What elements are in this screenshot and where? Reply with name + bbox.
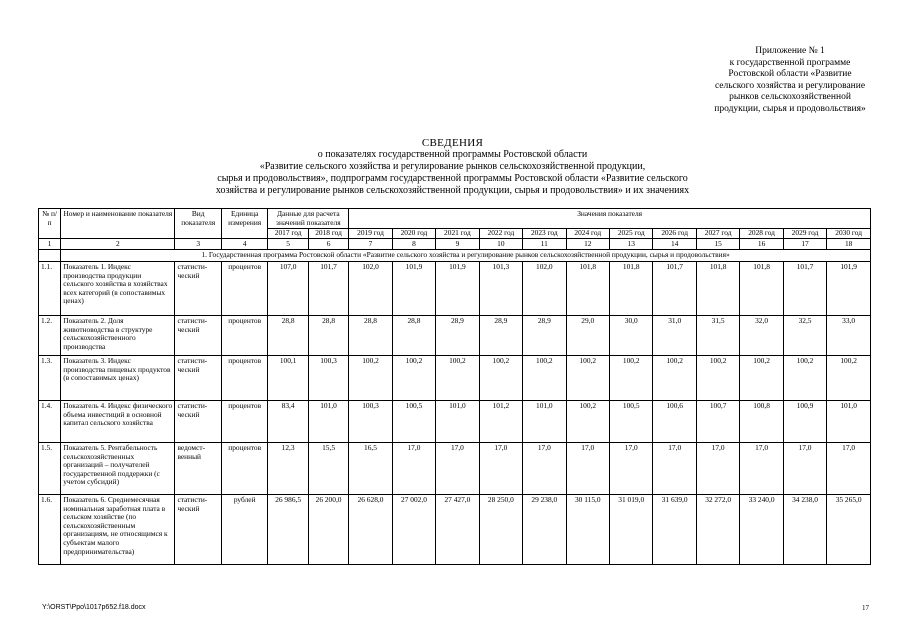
- header-year: 2019 год: [349, 229, 392, 239]
- section-spacer: [39, 250, 61, 262]
- header-base: Данные для расчета значений показателя: [268, 209, 349, 229]
- indicator-value: 33,0: [827, 315, 871, 355]
- header-year: 2027 год: [696, 229, 739, 239]
- indicator-value: 100,8: [740, 400, 783, 442]
- indicator-value: 28,9: [436, 315, 479, 355]
- indicator-kind: статисти-ческий: [175, 261, 221, 315]
- indicator-value: 101,9: [827, 261, 871, 315]
- column-number: 18: [827, 238, 871, 250]
- header-year: 2025 год: [610, 229, 653, 239]
- appendix-line: сельского хозяйства и регулирование: [714, 80, 866, 91]
- indicator-name: Показатель 3. Индекс производства пищевых продуктов (в сопоставимых ценах): [61, 355, 175, 400]
- indicator-value: 15,5: [308, 442, 348, 494]
- indicator-value: 101,8: [566, 261, 609, 315]
- column-number: 2: [61, 238, 175, 250]
- column-number: 5: [268, 238, 308, 250]
- indicator-unit: процентов: [221, 442, 267, 494]
- indicator-value: 12,3: [268, 442, 308, 494]
- indicator-value: 28,9: [479, 315, 522, 355]
- row-number: 1.6.: [39, 494, 61, 564]
- header-year: 2029 год: [783, 229, 826, 239]
- indicator-value: 29 238,0: [523, 494, 566, 564]
- row-number: 1.5.: [39, 442, 61, 494]
- title-line: сырья и продовольствия», подпрограмм государственной программы Ростовской области «Развитие сельского: [217, 173, 688, 184]
- indicator-name: Показатель 2. Доля животноводства в структуре сельскохозяйственного производства: [61, 315, 175, 355]
- section-title: 1. Государственная программа Ростовской области «Развитие сельского хозяйства и регулирование рынков сельскохозяйственной продукции, сырья и продовольствия»: [61, 250, 871, 262]
- indicators-table: [38, 208, 871, 565]
- table-row: [39, 494, 871, 564]
- indicator-value: 34 238,0: [783, 494, 826, 564]
- appendix-line: к государственной программе: [729, 57, 851, 68]
- header-year: 2024 год: [566, 229, 609, 239]
- header-year: 2017 год: [268, 229, 308, 239]
- section-row: [39, 250, 871, 262]
- indicator-value: 28,8: [268, 315, 308, 355]
- indicator-value: 101,9: [392, 261, 435, 315]
- indicator-value: 100,2: [740, 355, 783, 400]
- appendix-line: рынков сельскохозяйственной: [729, 92, 851, 103]
- indicator-value: 17,0: [783, 442, 826, 494]
- indicator-value: 102,0: [523, 261, 566, 315]
- column-number: 1: [39, 238, 61, 250]
- indicator-value: 32,0: [740, 315, 783, 355]
- indicator-value: 102,0: [349, 261, 392, 315]
- indicator-value: 100,3: [308, 355, 348, 400]
- indicator-value: 17,0: [566, 442, 609, 494]
- indicator-name: Показатель 6. Среднемесячная номинальная заработная плата в сельском хозяйстве (по сельскохозяйственным организациям, не относящимся к субъектам малого предпринимательства): [61, 494, 175, 564]
- indicator-value: 100,2: [827, 355, 871, 400]
- indicator-value: 26 628,0: [349, 494, 392, 564]
- indicator-value: 26 200,0: [308, 494, 348, 564]
- header-unit: Единица измерения: [221, 209, 267, 239]
- table-row: [39, 400, 871, 442]
- indicator-value: 107,0: [268, 261, 308, 315]
- indicator-value: 100,2: [392, 355, 435, 400]
- header-year: 2018 год: [308, 229, 348, 239]
- indicator-value: 100,2: [566, 400, 609, 442]
- indicator-value: 100,3: [349, 400, 392, 442]
- header-year: 2021 год: [436, 229, 479, 239]
- title-line: «Развитие сельского хозяйства и регулирование рынков сельскохозяйственной продукции,: [259, 161, 646, 172]
- header-year: 2022 год: [479, 229, 522, 239]
- indicator-value: 17,0: [696, 442, 739, 494]
- indicator-value: 101,0: [523, 400, 566, 442]
- indicator-value: 35 265,0: [827, 494, 871, 564]
- indicator-value: 30 115,0: [566, 494, 609, 564]
- indicator-unit: процентов: [221, 315, 267, 355]
- document-title: [0, 137, 905, 197]
- indicator-value: 83,4: [268, 400, 308, 442]
- indicator-value: 100,2: [349, 355, 392, 400]
- column-number: 9: [436, 238, 479, 250]
- indicator-value: 100,2: [436, 355, 479, 400]
- row-number: 1.2.: [39, 315, 61, 355]
- header-kind: Вид показателя: [175, 209, 221, 239]
- header-no: № п/п: [39, 209, 61, 239]
- table-row: [39, 355, 871, 400]
- header-year: 2023 год: [523, 229, 566, 239]
- appendix-line: продукции, сырья и продовольствия»: [714, 103, 866, 114]
- indicator-value: 101,7: [653, 261, 696, 315]
- indicator-value: 32,5: [783, 315, 826, 355]
- indicator-value: 100,2: [783, 355, 826, 400]
- indicator-value: 27 002,0: [392, 494, 435, 564]
- title-line: о показателях государственной программы Ростовской области: [317, 149, 588, 160]
- indicator-value: 31,5: [696, 315, 739, 355]
- column-number: 3: [175, 238, 221, 250]
- indicator-value: 17,0: [610, 442, 653, 494]
- indicator-value: 100,2: [610, 355, 653, 400]
- indicator-value: 30,0: [610, 315, 653, 355]
- indicator-value: 100,2: [696, 355, 739, 400]
- indicator-unit: рублей: [221, 494, 267, 564]
- indicator-value: 100,9: [783, 400, 826, 442]
- indicator-value: 101,7: [783, 261, 826, 315]
- indicator-value: 16,5: [349, 442, 392, 494]
- indicator-value: 101,8: [696, 261, 739, 315]
- indicator-value: 101,2: [479, 400, 522, 442]
- column-number: 16: [740, 238, 783, 250]
- indicator-value: 101,8: [610, 261, 653, 315]
- indicator-value: 101,0: [436, 400, 479, 442]
- indicator-kind: статисти-ческий: [175, 400, 221, 442]
- row-number: 1.1.: [39, 261, 61, 315]
- indicator-kind: статисти-ческий: [175, 355, 221, 400]
- file-path: Y:\ORST\Ppo\1017p652.f18.docx: [42, 604, 146, 611]
- indicator-value: 17,0: [392, 442, 435, 494]
- appendix-line: Приложение № 1: [755, 46, 825, 56]
- column-number: 12: [566, 238, 609, 250]
- table-row: [39, 315, 871, 355]
- indicator-unit: процентов: [221, 400, 267, 442]
- title-line: хозяйства и регулирование рынков сельскохозяйственной продукции, сырья и продовольствия» и их значениях: [215, 185, 690, 196]
- indicator-value: 100,2: [523, 355, 566, 400]
- indicator-value: 17,0: [653, 442, 696, 494]
- header-year: 2026 год: [653, 229, 696, 239]
- table-row: [39, 261, 871, 315]
- indicator-name: Показатель 4. Индекс физического объема инвестиций в основной капитал сельского хозяйства: [61, 400, 175, 442]
- indicator-kind: статисти-ческий: [175, 494, 221, 564]
- column-numbers-row: [39, 238, 871, 250]
- indicator-value: 17,0: [523, 442, 566, 494]
- indicator-value: 17,0: [436, 442, 479, 494]
- indicator-value: 17,0: [827, 442, 871, 494]
- indicator-value: 32 272,0: [696, 494, 739, 564]
- column-number: 8: [392, 238, 435, 250]
- indicator-value: 100,6: [653, 400, 696, 442]
- header-name: Номер и наименование показателя: [61, 209, 175, 239]
- indicator-value: 28 250,0: [479, 494, 522, 564]
- indicator-value: 101,7: [308, 261, 348, 315]
- indicator-value: 26 986,5: [268, 494, 308, 564]
- indicator-value: 101,3: [479, 261, 522, 315]
- indicator-value: 101,0: [308, 400, 348, 442]
- indicator-value: 101,9: [436, 261, 479, 315]
- indicator-value: 100,1: [268, 355, 308, 400]
- indicator-value: 100,2: [566, 355, 609, 400]
- indicator-value: 28,9: [523, 315, 566, 355]
- column-number: 7: [349, 238, 392, 250]
- column-number: 13: [610, 238, 653, 250]
- indicator-value: 100,2: [479, 355, 522, 400]
- indicator-kind: статисти-ческий: [175, 315, 221, 355]
- column-number: 10: [479, 238, 522, 250]
- indicator-value: 33 240,0: [740, 494, 783, 564]
- indicator-value: 28,8: [392, 315, 435, 355]
- header-year: 2030 год: [827, 229, 871, 239]
- column-number: 14: [653, 238, 696, 250]
- indicator-name: Показатель 1. Индекс производства продукции сельского хозяйства в хозяйствах всех категорий (в сопоставимых ценах): [61, 261, 175, 315]
- indicator-value: 100,5: [392, 400, 435, 442]
- indicator-value: 101,8: [740, 261, 783, 315]
- indicator-value: 28,8: [308, 315, 348, 355]
- indicator-value: 31,0: [653, 315, 696, 355]
- column-number: 11: [523, 238, 566, 250]
- table-body: [39, 261, 871, 564]
- indicator-value: 28,8: [349, 315, 392, 355]
- indicator-value: 31 019,0: [610, 494, 653, 564]
- indicator-unit: процентов: [221, 355, 267, 400]
- indicator-value: 17,0: [740, 442, 783, 494]
- indicator-value: 100,5: [610, 400, 653, 442]
- indicator-value: 100,7: [696, 400, 739, 442]
- indicator-name: Показатель 5. Рентабельность сельскохозяйственных организаций – получателей государственной поддержки (с учетом субсидий): [61, 442, 175, 494]
- title-main: СВЕДЕНИЯ: [421, 137, 484, 149]
- column-number: 17: [783, 238, 826, 250]
- appendix-header: [640, 46, 905, 116]
- indicator-value: 27 427,0: [436, 494, 479, 564]
- indicator-value: 101,0: [827, 400, 871, 442]
- header-row: [39, 209, 871, 229]
- row-number: 1.3.: [39, 355, 61, 400]
- indicator-value: 17,0: [479, 442, 522, 494]
- page-number: 17: [862, 604, 869, 612]
- header-year: 2028 год: [740, 229, 783, 239]
- indicator-value: 31 639,0: [653, 494, 696, 564]
- indicator-value: 29,0: [566, 315, 609, 355]
- header-year: 2020 год: [392, 229, 435, 239]
- indicator-kind: ведомст-венный: [175, 442, 221, 494]
- column-number: 6: [308, 238, 348, 250]
- table-row: [39, 442, 871, 494]
- column-number: 15: [696, 238, 739, 250]
- row-number: 1.4.: [39, 400, 61, 442]
- indicator-unit: процентов: [221, 261, 267, 315]
- column-number: 4: [221, 238, 267, 250]
- appendix-line: Ростовской области «Развитие: [728, 69, 852, 80]
- header-values: Значения показателя: [349, 209, 871, 229]
- indicator-value: 100,2: [653, 355, 696, 400]
